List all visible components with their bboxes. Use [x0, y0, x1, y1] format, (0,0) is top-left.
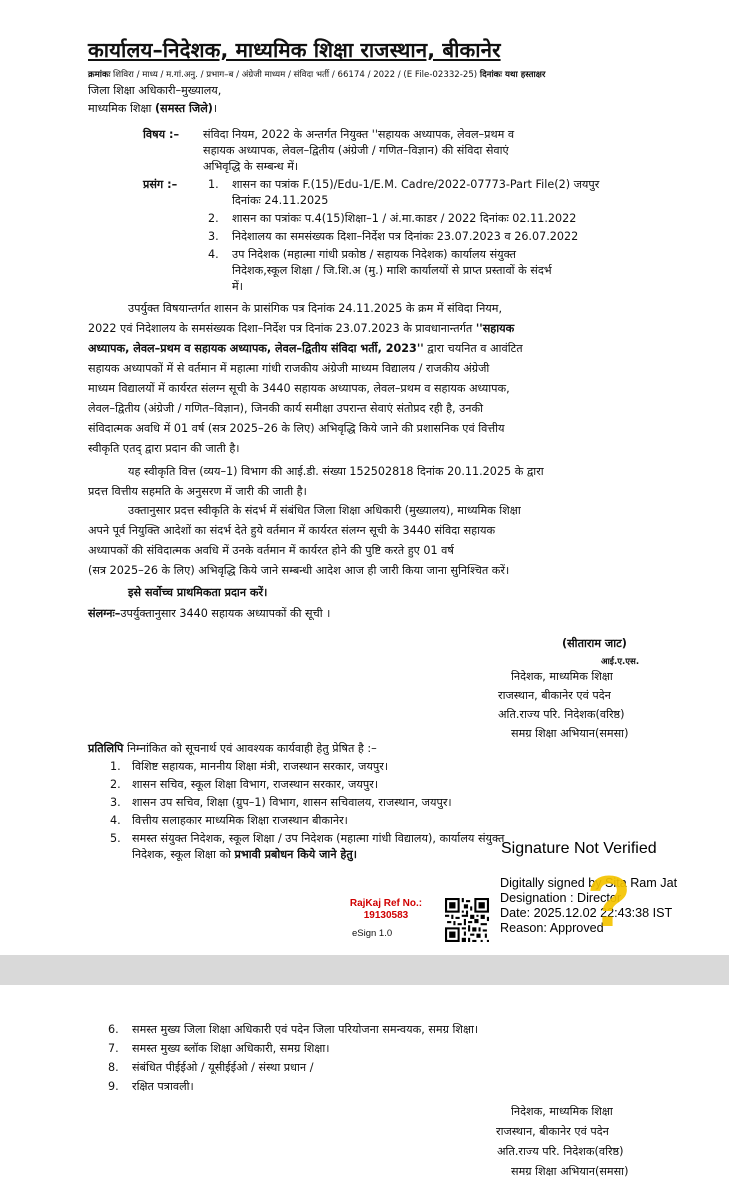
- ref-label: क्रमांकः: [88, 70, 111, 80]
- signer-line-1: निदेशक, माध्यमिक शिक्षा: [511, 670, 613, 683]
- signer-line-3: अति.राज्य परि. निदेशक(वरिष्ठ): [498, 708, 625, 721]
- para1-line-3: [88, 341, 523, 357]
- context-item-4-line-3: में।: [232, 280, 243, 293]
- ref-number: शिविरा / माध्य / म.गां.अनु. / प्रभाग–ब / अंग्रेजी माध्यम / संविदा भर्ती / 66174 / 2022 / (E File-02332-25): [113, 70, 478, 80]
- context-item-4-line-1: उप निदेशक (महात्मा गांधी प्रकोष्ठ / सहायक निदेशक) कार्यालय संयुक्त: [232, 248, 517, 261]
- signer-line-4: समग्र शिक्षा अभियान(समसा): [511, 727, 629, 740]
- para2-line-2: प्रदत्त वित्तीय सहमति के अनुसरण में जारी की जाती है।: [88, 485, 307, 498]
- reference-line: [88, 68, 545, 80]
- para1-bold-a: ''सहायक: [475, 322, 515, 335]
- para2-line-1: यह स्वीकृति वित्त (व्यय–1) विभाग की आई.डी. संख्या 152502818 दिनांक 20.11.2025 के द्वारा: [128, 465, 544, 478]
- signature-status: Signature Not Verified: [501, 840, 657, 857]
- enclosure-line: [88, 606, 330, 622]
- subject-line-3: अभिवृद्धि के सम्बन्ध में।: [203, 160, 299, 173]
- addressee-dept: माध्यमिक शिक्षा: [88, 102, 152, 115]
- copy-item-2-num: 2.: [110, 778, 121, 791]
- signature-designation: Designation : Director: [500, 891, 622, 905]
- p2-item-9: रक्षित पत्रावली।: [132, 1080, 194, 1093]
- addressee-districts: (समस्त जिले): [155, 102, 213, 115]
- context-item-1-num: 1.: [208, 178, 219, 191]
- context-item-2-line-1: शासन का पत्रांकः प.4(15)शिक्षा–1 / अं.मा.काडर / 2022 दिनांकः 02.11.2022: [232, 212, 577, 225]
- p2-item-7-num: 7.: [108, 1042, 119, 1055]
- copy-item-1: विशिष्ट सहायक, माननीय शिक्षा मंत्री, राजस्थान सरकार, जयपुर।: [132, 760, 389, 773]
- para3-line-3: अध्यापकों की संविदात्मक अवधि में उनके वर्तमान में कार्यरत होने की पुष्टि करते हुए 01 वर्ष: [88, 544, 454, 557]
- para1-line-2-text: 2022 एवं निदेशालय के समसंख्यक दिशा–निर्देश पत्र दिनांक 23.07.2023 के प्रावधानान्तर्गत: [88, 322, 473, 335]
- para1-bold-b: अध्यापक, लेवल–प्रथम व सहायक अध्यापक, लेवल–द्वितीय संविदा भर्ती, 2023'': [88, 342, 424, 355]
- document-page-2: [0, 985, 729, 1200]
- addressee-end: ।: [212, 102, 218, 115]
- copy-intro: निम्नांकित को सूचनार्थ एवं आवश्यक कार्यवाही हेतु प्रेषित है :–: [126, 742, 377, 755]
- enclosure-text: उपर्युक्तानुसार 3440 सहायक अध्यापकों की सूची ।: [120, 607, 331, 620]
- copy-item-1-num: 1.: [110, 760, 121, 773]
- copy-item-5-num: 5.: [110, 832, 121, 845]
- rajkaj-ref: [340, 898, 432, 922]
- p2-item-6: समस्त मुख्य जिला शिक्षा अधिकारी एवं पदेन जिला परियोजना समन्वयक, समग्र शिक्षा।: [132, 1023, 479, 1036]
- signature-question-icon: ?: [587, 862, 631, 942]
- p2-signer-line-1: निदेशक, माध्यमिक शिक्षा: [511, 1105, 613, 1118]
- para1-line-6: लेवल–द्वितीय (अंग्रेजी / गणित–विज्ञान), जिनकी कार्य समीक्षा उपरान्त सेवाएं संतोप्रद रही है, उनकी: [88, 402, 483, 415]
- p2-signer-line-4: समग्र शिक्षा अभियान(समसा): [511, 1165, 629, 1178]
- para1-line-2: [88, 321, 514, 337]
- copy-item-3: शासन उप सचिव, शिक्षा (ग्रुप–1) विभाग, शासन सचिवालय, राजस्थान, जयपुर।: [132, 796, 452, 809]
- copy-item-5-line-1: समस्त संयुक्त निदेशक, स्कूल शिक्षा / उप निदेशक (महात्मा गांधी विद्यालय), कार्यालय संयुक्त: [132, 832, 505, 845]
- signer-name: (सीताराम जाट): [562, 637, 627, 650]
- para3-line-4: (सत्र 2025–26 के लिए) अभिवृद्धि किये जाने सम्बन्धी आदेश आज ही जारी किया जाना सुनिश्चित करें।: [88, 564, 510, 577]
- para1-line-7: संविदात्मक अवधि में 01 वर्ष (सत्र 2025–26 के लिए) अभिवृद्धि किये जाने की प्रशासनिक एवं वित्तीय: [88, 422, 505, 435]
- signature-signed-by: Digitally signed by Sita Ram Jat: [500, 876, 678, 890]
- para1-line-3-text: द्वारा चयनित व आवंटित: [427, 342, 523, 355]
- copy-item-5-bold: प्रभावी प्रबोधन किये जाने हेतु।: [234, 848, 357, 861]
- priority-note: इसे सर्वोच्च प्राथमिकता प्रदान करें।: [128, 586, 268, 599]
- context-item-2-num: 2.: [208, 212, 219, 225]
- p2-item-8: संबंधित पीईईओ / यूसीईईओ / संस्था प्रधान /: [132, 1061, 314, 1074]
- copy-item-4: वित्तीय सलाहकार माध्यमिक शिक्षा राजस्थान बीकानेर।: [132, 814, 348, 827]
- para1-line-1: उपर्युक्त विषयान्तर्गत शासन के प्रासंगिक पत्र दिनांक 24.11.2025 के क्रम में संविदा नियम,: [128, 302, 503, 315]
- p2-item-8-num: 8.: [108, 1061, 119, 1074]
- copy-item-4-num: 4.: [110, 814, 121, 827]
- context-label: प्रसंग :–: [143, 178, 178, 191]
- context-item-1-line-1: शासन का पत्रांक F.(15)/Edu-1/E.M. Cadre/2022-07773-Part File(2) जयपुर: [232, 178, 600, 191]
- subject-line-2: सहायक अध्यापक, लेवल–द्वितीय (अंग्रेजी / गणित–विज्ञान) की संविदा सेवाएं: [203, 144, 509, 157]
- p2-signer-line-2: राजस्थान, बीकानेर एवं पदेन: [496, 1125, 609, 1138]
- context-item-1-line-2: दिनांकः 24.11.2025: [232, 194, 329, 207]
- addressee-line-2: [88, 101, 217, 117]
- copy-item-5-line-2: [132, 847, 357, 863]
- context-item-4-line-2: निदेशक,स्कूल शिक्षा / जि.शि.अ (मु.) माशि कार्यालयों से प्राप्त प्रस्तावों के संदर्भ: [232, 264, 552, 277]
- copy-item-3-num: 3.: [110, 796, 121, 809]
- context-item-4-num: 4.: [208, 248, 219, 261]
- copy-item-2: शासन सचिव, स्कूल शिक्षा विभाग, राजस्थान सरकार, जयपुर।: [132, 778, 379, 791]
- rajkaj-label: RajKaj Ref No.:: [349, 898, 423, 909]
- para3-line-2: अपने पूर्व नियुक्ति आदेशों का संदर्भ देते हुये वर्तमान में कार्यरत संलग्न सूची के 3440 संविदा सहायक: [88, 524, 496, 537]
- signer-ias: आई.ए.एस.: [601, 657, 640, 667]
- enclosure-label: संलग्नः–: [88, 607, 121, 620]
- signature-date: Date: 2025.12.02 22:43:38 IST: [500, 906, 673, 920]
- office-title: कार्यालय–निदेशक, माध्यमिक शिक्षा राजस्थान, बीकानेर: [88, 38, 501, 62]
- esign-version: eSign 1.0: [352, 928, 393, 939]
- copy-item-5-line-2-text: निदेशक, स्कूल शिक्षा को: [132, 848, 231, 861]
- qr-code-icon: [445, 898, 489, 942]
- para3-line-1: उक्तानुसार प्रदत्त स्वीकृति के संदर्भ में संबंधित जिला शिक्षा अधिकारी (मुख्यालय), माध्यमिक शिक्षा: [128, 504, 521, 517]
- p2-signer-line-3: अति.राज्य परि. निदेशक(वरिष्ठ): [497, 1145, 624, 1158]
- copy-label: प्रतिलिपि: [88, 742, 124, 755]
- para1-line-8: स्वीकृति एतद् द्वारा प्रदान की जाती है।: [88, 442, 240, 455]
- context-item-3-line-1: निदेशालय का समसंख्यक दिशा–निर्देश पत्र दिनांकः 23.07.2023 व 26.07.2022: [232, 230, 579, 243]
- addressee-line-1: जिला शिक्षा अधिकारी–मुख्यालय,: [88, 84, 222, 97]
- date-label: दिनांकः यथा हस्ताक्षर: [479, 70, 546, 80]
- context-item-3-num: 3.: [208, 230, 219, 243]
- p2-item-6-num: 6.: [108, 1023, 119, 1036]
- signer-line-2: राजस्थान, बीकानेर एवं पदेन: [498, 689, 611, 702]
- para1-line-4: सहायक अध्यापकों में से वर्तमान में महात्मा गांधी राजकीय अंग्रेजी माध्यम विद्यालय / राजकीय अंग्रेजी: [88, 362, 490, 375]
- p2-item-9-num: 9.: [108, 1080, 119, 1093]
- copy-intro-line: [88, 741, 377, 757]
- signature-reason: Reason: Approved: [500, 921, 604, 935]
- para1-line-5: माध्यम विद्यालयों में कार्यरत संलग्न सूची के 3440 सहायक अध्यापक, लेवल–प्रथम व सहायक अध्यापक,: [88, 382, 510, 395]
- subject-label: विषय :–: [143, 128, 180, 141]
- subject-line-1: संविदा नियम, 2022 के अन्तर्गत नियुक्त ''सहायक अध्यापक, लेवल–प्रथम व: [203, 128, 515, 141]
- rajkaj-number: 19130583: [363, 910, 409, 921]
- p2-item-7: समस्त मुख्य ब्लॉक शिक्षा अधिकारी, समग्र शिक्षा।: [132, 1042, 330, 1055]
